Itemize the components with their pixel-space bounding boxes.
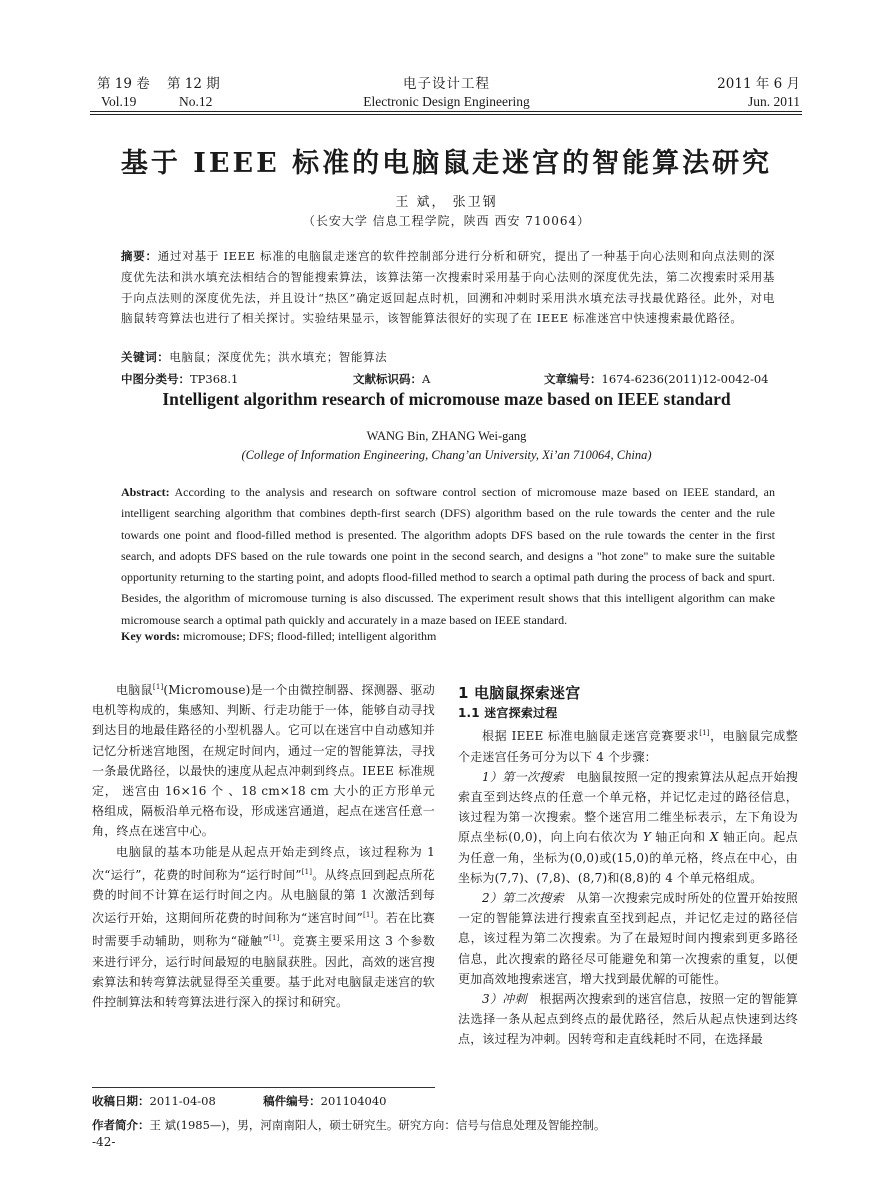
citation-ref: [1] — [152, 683, 164, 691]
header-rule-bottom — [90, 114, 802, 115]
keywords-cn-text: 电脑鼠；深度优先；洪水填充；智能算法 — [169, 350, 388, 364]
manuscript-label: 稿件编号： — [263, 1094, 321, 1108]
paper-title-cn: 基于 IEEE 标准的电脑鼠走迷宫的智能算法研究 — [120, 148, 773, 179]
subsection-heading: 1.1 迷宫探索过程 — [458, 706, 558, 721]
text-run: X — [709, 830, 719, 845]
volume-en: Vol.19 — [101, 94, 137, 109]
text-run: 。若在比赛时需要手动辅助，则称为“碰触” — [92, 911, 435, 949]
affiliation-en: (College of Information Engineering, Chang’an University, Xi’an 710064, China) — [241, 448, 652, 462]
received-date: 2011-04-08 — [149, 1094, 216, 1108]
citation-ref: [1] — [363, 911, 374, 920]
abstract-cn-text: 通过对基于 IEEE 标准的电脑鼠走迷宫的软件控制部分进行分析和研究，提出了一种基于向心法则和向点法则的深度优先法和洪水填充法相结合的智能搜索算法，该算法第一次搜索时采用基于向心法则的深度优先法，第二次搜索时采用基于向点法则的深度优先法，并且设计“热区”确定返回起点时机，回溯和冲刺时采用洪水填充法寻找最优路径。此外，对电脑鼠转弯算法也进行了相关探讨。实验结果显示，该智能算法很好的实现了在 IEEE 标准迷宫中快速搜索最优路径。 — [121, 249, 775, 326]
section-heading: 1 电脑鼠探索迷宫 — [458, 684, 581, 702]
step-label: 3）冲刺 — [482, 992, 527, 1007]
text-run: 根据 IEEE 标准电脑鼠走迷宫竞赛要求 — [482, 729, 700, 744]
text-run: 轴正向和 — [650, 830, 710, 845]
issue-en: No.12 — [179, 94, 213, 109]
body-paragraph — [92, 842, 435, 1013]
step-label: 1）第一次搜索 — [482, 769, 564, 784]
date-cn: 2011 年 6 月 — [717, 76, 800, 92]
authors-cn: 王 斌， 张卫钢 — [395, 195, 498, 210]
keywords-cn — [121, 348, 775, 366]
body-paragraph — [92, 677, 435, 842]
clc-value: TP368.1 — [190, 372, 239, 386]
footnote-received — [92, 1093, 386, 1109]
authors-en: WANG Bin, ZHANG Wei-gang — [366, 429, 527, 443]
clc-label: 中图分类号： — [121, 372, 190, 386]
header-date — [717, 76, 800, 110]
abstract-en — [121, 482, 775, 631]
abstract-cn — [121, 246, 775, 329]
abstract-en-label: Abstract: — [121, 485, 170, 499]
text-run: 轴正向。起点为任意一角，坐标为(0,0)或(15,0)的单元格，终点在中心，由坐标为(7,7)、(7,8)、(8,7)和(8,8)的 4 个单元格组成。 — [458, 830, 798, 885]
step-paragraph — [458, 989, 798, 1050]
text-run: ，电脑鼠完成整个走迷宫任务可分为以下 4 个步骤： — [458, 729, 799, 764]
article-number-label: 文章编号： — [544, 372, 602, 386]
abstract-en-text: According to the analysis and research on software control section of micromouse maze based on IEEE standard, an intelligent searching algorithm that combines depth-first search (DFS) algorithm based on the rule towards the center and the rule towards one point and flood-filled method is presented. The algorithm adopts DFS based on the rule towards the center in the first search, and adopts DFS based on the rule towards one point in the second search, and designs a "hot zone" to make sure the suitable opportunity returning to the starting point, and adopts flood-filled method to search a optimal path during the process of back and spurt. Besides, the algorithm of micromouse turning is also discussed. The experiment result shows that this intelligent algorithm can make micromouse search a optimal path quickly and accurately in a maze based on IEEE standard. — [121, 485, 775, 627]
step-paragraph — [458, 767, 798, 888]
step-label: 2）第二次搜索 — [482, 891, 564, 906]
received-label: 收稿日期： — [92, 1094, 150, 1108]
manuscript-number: 201104040 — [320, 1094, 387, 1108]
page-number: -42- — [92, 1135, 116, 1149]
step-paragraph — [458, 888, 798, 989]
abstract-cn-label: 摘要： — [121, 249, 158, 263]
body-right-column — [458, 683, 798, 1050]
citation-ref: [1] — [699, 729, 710, 738]
text-run: (Micromouse)是一个由微控制器、探测器、驱动电机等构成的，集感知、判断、行走功能于一体，能够自动寻找到达目的地最佳路径的小型机器人。它可以在迷宫中自动感知并记忆分析迷宫地图，在规定时间内，通过一定的智能算法，寻找一条最优路径，以最快的速度从起点冲刺到终点。IEEE 标准规定， 迷宫由 16×16 个 、18 cm×18 cm 大小的正方形单元格组成，隔板沿单元格布设，形成迷宫通道，起点在迷宫任意一角，终点在迷宫中心。 — [92, 683, 435, 839]
text-run: 电脑鼠按照一定的搜索算法从起点开始搜索直至到达终点的任意一个单元格，并记忆走过的路径信息，该过程为第一次搜索。整个迷宫用二维坐标表示，左下角设为原点坐标(0,0)，向上向右依次为 — [458, 769, 798, 845]
doc-code-value: A — [422, 372, 431, 386]
article-number — [544, 370, 768, 388]
article-number-value: 1674-6236(2011)12-0042-04 — [601, 372, 769, 386]
keywords-en-text: micromouse; DFS; flood-filled; intelligent algorithm — [183, 629, 437, 643]
body-paragraph — [458, 723, 798, 766]
keywords-en — [121, 626, 775, 646]
text-run: Y — [642, 830, 651, 845]
citation-ref: [1] — [269, 934, 280, 943]
journal-name-en: Electronic Design Engineering — [363, 94, 530, 109]
body-left-column — [92, 677, 435, 1012]
footnote-rule — [92, 1087, 435, 1088]
citation-ref: [1] — [301, 867, 313, 876]
affiliation-cn: （长安大学 信息工程学院，陕西 西安 710064） — [302, 214, 591, 228]
text-run: 根据两次搜索到的迷宫信息，按照一定的智能算法选择一条从起点到终点的最优路径，然后从起点快速到达终点，该过程为冲刺。因转弯和走直线耗时不同，在选择最 — [458, 992, 799, 1047]
date-en: Jun. 2011 — [747, 94, 800, 109]
text-run: 从第一次搜索完成时所处的位置开始按照一定的智能算法进行搜索直至找到起点，并记忆走过的路径信息，该过程为第二次搜索。为了在最短时间内搜索到更多路径信息，此次搜索的路径尽可能避免和第一次搜索的重复，以便更加高效地搜索迷宫，增大找到最优解的可能性。 — [458, 891, 798, 986]
text-run: 。从终点回到起点所花费的时间不计算在运行时间之内。从电脑鼠的第 1 次激活到每次运行开始，这期间所花费的时间称为“迷宫时间” — [92, 867, 435, 926]
author-bio-text: 王 斌(1985—)，男，河南南阳人，硕士研究生。研究方向：信号与信息处理及智能控制。 — [149, 1118, 606, 1132]
clc-number — [121, 370, 238, 388]
author-bio-label: 作者简介： — [92, 1118, 150, 1132]
text-run: 电脑鼠的基本功能是从起点开始走到终点，该过程称为 1 次“运行”，花费的时间称为“运行时间” — [92, 844, 435, 882]
footnote-author-bio — [92, 1117, 605, 1133]
text-run: 电脑鼠 — [116, 683, 153, 697]
text-run: 。竞赛主要采用这 3 个参数来进行评分，运行时间最短的电脑鼠获胜。因此，高效的迷宫搜索算法和转弯算法就显得至关重要。基于此对电脑鼠走迷宫的软件控制算法和转弯算法进行深入的探讨和研究。 — [92, 934, 435, 1010]
header-rule-top — [90, 111, 802, 112]
paper-title-en: Intelligent algorithm research of micromouse maze based on IEEE standard — [162, 389, 731, 409]
volume-cn: 第 19 卷 — [97, 76, 150, 92]
doc-code-label: 文献标识码： — [353, 372, 422, 386]
keywords-en-label: Key words: — [121, 629, 180, 643]
issue-cn: 第 12 期 — [167, 76, 220, 92]
doc-code — [353, 370, 430, 388]
journal-name-cn: 电子设计工程 — [403, 76, 490, 92]
keywords-cn-label: 关键词： — [121, 350, 170, 364]
